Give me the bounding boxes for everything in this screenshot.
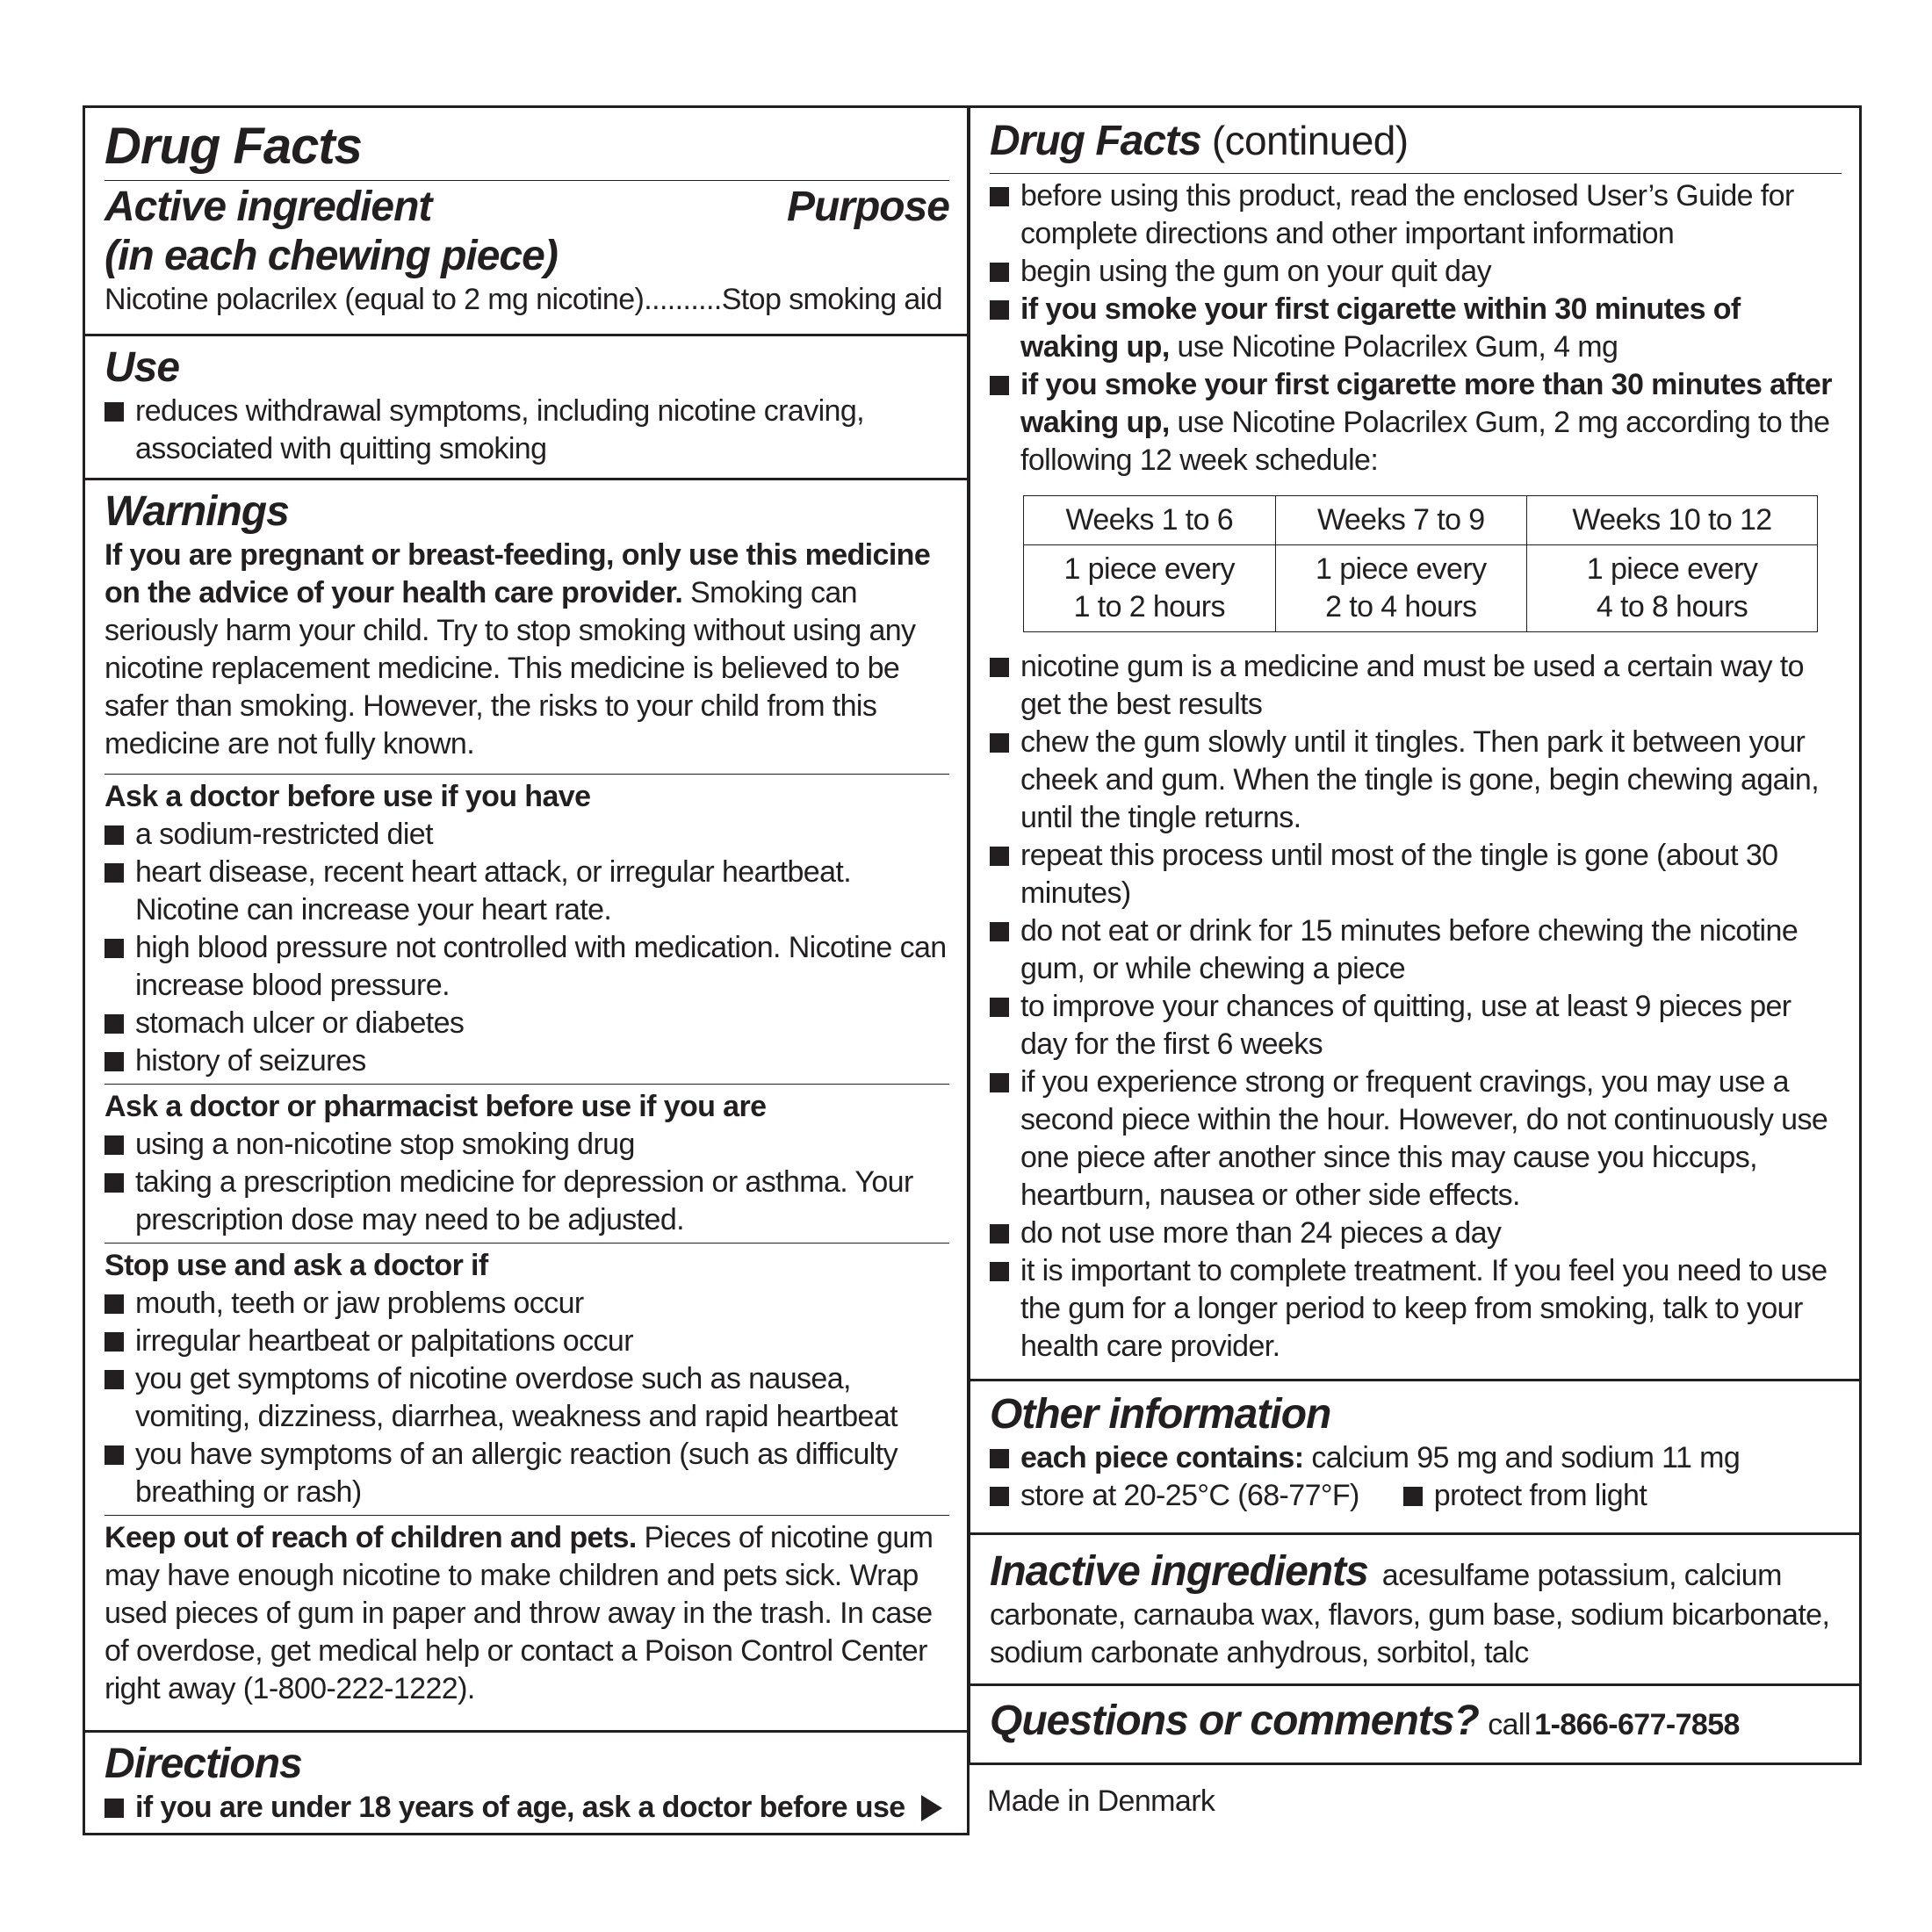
- list-item: stomach ulcer or diabetes: [105, 1005, 949, 1042]
- purpose-heading: Purpose: [786, 184, 949, 230]
- list-item: nicotine gum is a medicine and must be used a certain way to get the best results: [990, 648, 1842, 724]
- other-information-heading: Other information: [990, 1391, 1331, 1438]
- made-in-label: Made in Denmark: [987, 1784, 1215, 1818]
- list-item: high blood pressure not controlled with medication. Nicotine can increase blood pressure.: [105, 929, 949, 1005]
- call-label: call: [1488, 1708, 1531, 1741]
- drug-facts-continued-title: Drug Facts (continued): [990, 118, 1409, 164]
- list-item: do not eat or drink for 15 minutes before chewing the nicotine gum, or while chewing a piece: [990, 912, 1842, 988]
- list-item: if you smoke your first cigarette more than 30 minutes after waking up, use Nicotine Polacrilex Gum, 2 mg according to the following 12 week schedule:: [990, 366, 1842, 479]
- drug-facts-right-panel: [968, 105, 1862, 1765]
- table-cell: 1 piece every 4 to 8 hours: [1527, 545, 1818, 632]
- list-item: to improve your chances of quitting, use at least 9 pieces per day for the first 6 weeks: [990, 988, 1842, 1063]
- list-item: mouth, teeth or jaw problems occur: [105, 1285, 949, 1323]
- active-ingredient-line: Nicotine polacrilex (equal to 2 mg nicotine)..........Stop smoking aid: [105, 283, 942, 316]
- list-item: using a non-nicotine stop smoking drug: [105, 1126, 949, 1164]
- questions-section: [970, 1686, 1859, 1763]
- list-item: irregular heartbeat or palpitations occur: [105, 1323, 949, 1360]
- continue-arrow-icon: [921, 1795, 942, 1821]
- directions-heading: Directions: [105, 1741, 302, 1787]
- active-ingredient-heading: Active ingredient: [105, 184, 432, 230]
- dosing-schedule-table: [1023, 495, 1818, 632]
- list-item: you get symptoms of nicotine overdose such as nausea, vomiting, dizziness, diarrhea, weakness and rapid heartbeat: [105, 1360, 949, 1436]
- questions-heading: Questions or comments?: [990, 1698, 1479, 1744]
- table-row: [1024, 545, 1818, 632]
- list-item: you have symptoms of an allergic reaction (such as difficulty breathing or rash): [105, 1436, 949, 1511]
- inactive-ingredients-section: [970, 1535, 1859, 1686]
- use-item: reduces withdrawal symptoms, including nicotine craving, associated with quitting smoking: [105, 393, 949, 468]
- directions-continued-section: [970, 108, 1859, 1381]
- active-ingredient-subheading: (in each chewing piece): [105, 233, 558, 279]
- table-header-cell: Weeks 7 to 9: [1275, 496, 1527, 545]
- drug-facts-left-panel: [83, 105, 970, 1835]
- list-item: heart disease, recent heart attack, or irregular heartbeat. Nicotine can increase your heart rate.: [105, 854, 949, 929]
- list-item: history of seizures: [105, 1042, 949, 1080]
- ask-doctor-heading: Ask a doctor before use if you have: [105, 780, 591, 813]
- list-item: it is important to complete treatment. If you feel you need to use the gum for a longer period to keep from smoking, talk to your health care provider.: [990, 1252, 1842, 1366]
- list-item: repeat this process until most of the tingle is gone (about 30 minutes): [990, 837, 1842, 912]
- list-item: protect from light: [1403, 1477, 1647, 1515]
- list-item: if you smoke your first cigarette within 30 minutes of waking up, use Nicotine Polacrilex Gum, 4 mg: [990, 291, 1842, 366]
- ask-pharmacist-heading: Ask a doctor or pharmacist before use if you are: [105, 1090, 767, 1123]
- list-item: do not use more than 24 pieces a day: [990, 1215, 1842, 1252]
- warnings-section: [85, 480, 967, 1733]
- table-row: [1024, 496, 1818, 545]
- warnings-heading: Warnings: [105, 488, 289, 535]
- table-header-cell: Weeks 10 to 12: [1527, 496, 1818, 545]
- drug-facts-title: Drug Facts: [105, 118, 362, 175]
- stop-use-heading: Stop use and ask a doctor if: [105, 1249, 488, 1282]
- directions-section: [85, 1733, 967, 1838]
- pregnancy-warning: If you are pregnant or breast-feeding, only use this medicine on the advice of your health care provider. Smoking can seriously harm your child. Try to stop smoking without using any nicotine replacement medicine. This medicine is believed to be safer than smoking. However, the risks to your child from this medicine are not fully known.: [105, 538, 931, 761]
- directions-item: if you are under 18 years of age, ask a doctor before use: [105, 1789, 949, 1827]
- other-information-section: [970, 1381, 1859, 1535]
- phone-number: 1-866-677-7858: [1534, 1708, 1740, 1741]
- list-item: begin using the gum on your quit day: [990, 253, 1842, 291]
- list-item: chew the gum slowly until it tingles. Then park it between your cheek and gum. When the tingle is gone, begin chewing again, until the tingle returns.: [990, 724, 1842, 837]
- list-item: before using this product, read the enclosed User’s Guide for complete directions and other important information: [990, 177, 1842, 253]
- list-item: each piece contains: calcium 95 mg and sodium 11 mg: [990, 1439, 1842, 1477]
- active-ingredient-section: [85, 108, 967, 336]
- list-item: a sodium-restricted diet: [105, 816, 949, 854]
- table-cell: 1 piece every 1 to 2 hours: [1024, 545, 1276, 632]
- use-section: [85, 336, 967, 480]
- keep-out-of-reach-warning: Keep out of reach of children and pets. Pieces of nicotine gum may have enough nicotine to make children and pets sick. Wrap used pieces of gum in paper and throw away in the trash. In case of overdose, get medical help or contact a Poison Control Center right away (1-800-222-1222).: [105, 1521, 934, 1705]
- table-header-cell: Weeks 1 to 6: [1024, 496, 1276, 545]
- table-cell: 1 piece every 2 to 4 hours: [1275, 545, 1527, 632]
- list-item: if you experience strong or frequent cravings, you may use a second piece within the hour. However, do not continuously use one piece after another since this may cause you hiccups, heartburn, nausea or other side effects.: [990, 1063, 1842, 1215]
- use-heading: Use: [105, 344, 180, 391]
- list-item: taking a prescription medicine for depression or asthma. Your prescription dose may need to be adjusted.: [105, 1164, 949, 1239]
- list-item: store at 20-25°C (68-77°F): [990, 1477, 1359, 1515]
- inactive-ingredients-text: Inactive ingredients acesulfame potassium, calcium carbonate, carnauba wax, flavors, gum base, sodium bicarbonate, sodium carbonate anhydrous, sorbitol, talc: [990, 1548, 1830, 1669]
